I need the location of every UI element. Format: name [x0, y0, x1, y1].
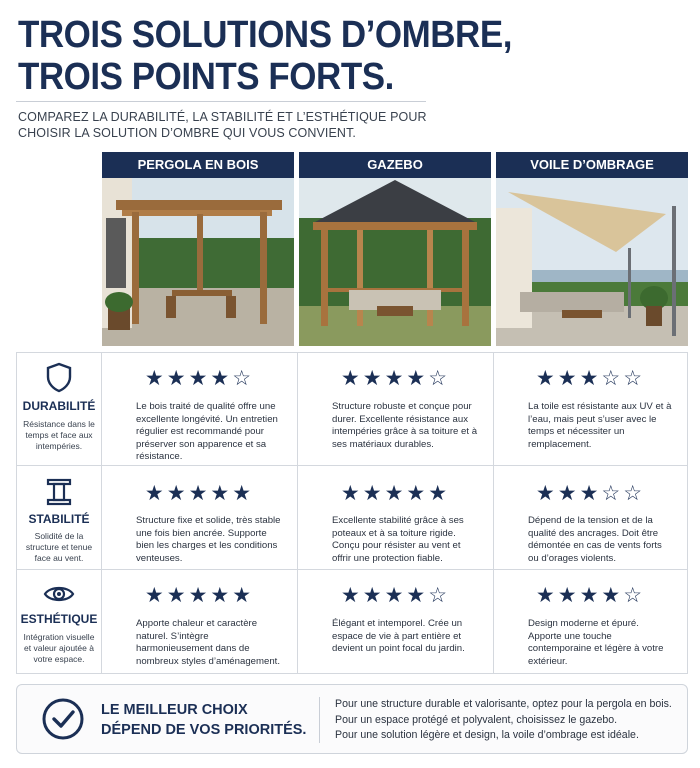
star-rating [102, 367, 297, 391]
recommendation-banner [16, 684, 688, 754]
rating-text: Dépend de la tension et de la qualité des ancrages. Doit être démontée en cas de vents forts ou d’orages violents. [528, 515, 662, 564]
star-filled-icon: ★ [188, 584, 211, 607]
star-empty-icon: ☆ [232, 367, 255, 390]
pillar-icon [43, 476, 75, 508]
star-filled-icon: ★ [362, 482, 385, 505]
star-filled-icon: ★ [210, 482, 233, 505]
banner-divider [319, 697, 320, 743]
rating-text: Élégant et intemporel. Crée un espace de vie à part entière et devient un point focal du jardin. [332, 618, 465, 654]
star-filled-icon: ★ [406, 367, 429, 390]
rating-cell [298, 466, 494, 570]
criteria-title: DURABILITÉ [22, 399, 96, 413]
star-filled-icon: ★ [362, 367, 385, 390]
criteria-label-durability [17, 353, 102, 465]
star-filled-icon: ★ [188, 482, 211, 505]
star-filled-icon: ★ [557, 584, 580, 607]
banner-recommendations [335, 697, 680, 744]
star-filled-icon: ★ [535, 482, 558, 505]
star-filled-icon: ★ [428, 482, 451, 505]
criteria-desc: Solidité de la structure et tenue face au vent. [25, 531, 93, 563]
star-filled-icon: ★ [406, 584, 429, 607]
rating-text: Excellente stabilité grâce à ses poteaux et à sa toiture rigide. Conçu pour résister au vent et offrir une protection fiable. [332, 515, 464, 564]
criteria-label-stability [17, 466, 102, 570]
star-filled-icon: ★ [579, 482, 602, 505]
shade-sail-photo [496, 178, 688, 346]
rating-cell [102, 570, 298, 674]
title-divider [16, 101, 426, 102]
recommendation-line: Pour une structure durable et valorisante, optez pour la pergola en bois. [335, 698, 672, 710]
star-filled-icon: ★ [232, 482, 255, 505]
star-filled-icon: ★ [166, 584, 189, 607]
comparison-grid [16, 352, 688, 674]
column-header-gazebo: GAZEBO [299, 152, 491, 178]
criteria-desc: Intégration visuelle et valeur ajoutée à votre espace. [23, 632, 95, 664]
column-header-pergola: PERGOLA EN BOIS [102, 152, 294, 178]
column-header-shade-sail: VOILE D’OMBRAGE [496, 152, 688, 178]
star-empty-icon: ☆ [428, 367, 451, 390]
star-filled-icon: ★ [166, 482, 189, 505]
star-empty-icon: ☆ [623, 584, 646, 607]
star-filled-icon: ★ [535, 367, 558, 390]
star-filled-icon: ★ [406, 482, 429, 505]
criteria-row-stability [17, 465, 687, 570]
criteria-title: STABILITÉ [28, 512, 90, 526]
rating-text: Le bois traité de qualité offre une excellente longévité. Un entretien régulier est recommandé pour préserver son apparence et sa résistance. [136, 401, 278, 462]
page-title: TROIS SOLUTIONS D’OMBRE, TROIS POINTS FORTS. [18, 14, 512, 98]
star-filled-icon: ★ [340, 367, 363, 390]
rating-cell [494, 570, 687, 674]
check-circle-icon [41, 697, 85, 741]
star-filled-icon: ★ [362, 584, 385, 607]
star-filled-icon: ★ [144, 367, 167, 390]
star-filled-icon: ★ [557, 367, 580, 390]
star-empty-icon: ☆ [428, 584, 451, 607]
rating-cell [102, 353, 298, 465]
star-filled-icon: ★ [188, 367, 211, 390]
star-filled-icon: ★ [384, 482, 407, 505]
star-filled-icon: ★ [601, 584, 624, 607]
star-empty-icon: ☆ [601, 482, 624, 505]
star-filled-icon: ★ [232, 584, 255, 607]
star-rating [298, 367, 493, 391]
star-filled-icon: ★ [210, 584, 233, 607]
rating-cell [494, 466, 687, 570]
rating-cell [494, 353, 687, 465]
rating-cell [298, 570, 494, 674]
criteria-row-aesthetics [17, 569, 687, 674]
star-empty-icon: ☆ [601, 367, 624, 390]
star-rating [298, 482, 493, 506]
star-rating [298, 584, 493, 608]
pergola-photo [102, 178, 294, 346]
star-filled-icon: ★ [557, 482, 580, 505]
criteria-desc: Résistance dans le temps et face aux intempéries. [23, 419, 95, 451]
shield-icon [43, 361, 75, 393]
banner-title: LE MEILLEUR CHOIX DÉPEND DE VOS PRIORITÉS. [101, 702, 307, 738]
gazebo-photo [299, 178, 491, 346]
star-filled-icon: ★ [384, 584, 407, 607]
eye-icon [43, 578, 75, 610]
rating-text: Design moderne et épuré. Apporte une touche contemporaine et légère à votre extérieur. [528, 618, 664, 667]
star-filled-icon: ★ [340, 584, 363, 607]
star-filled-icon: ★ [340, 482, 363, 505]
star-filled-icon: ★ [384, 367, 407, 390]
star-empty-icon: ☆ [623, 482, 646, 505]
rating-text: Apporte chaleur et caractère naturel. S’intègre harmonieusement dans de nombreux styles d’aménagement. [136, 618, 280, 667]
star-rating [494, 584, 687, 608]
rating-text: La toile est résistante aux UV et à l’eau, mais peut s’user avec le temps et nécessiter un remplacement. [528, 401, 672, 450]
star-filled-icon: ★ [144, 482, 167, 505]
page-subtitle: COMPAREZ LA DURABILITÉ, LA STABILITÉ ET L’ESTHÉTIQUE POUR CHOISIR LA SOLUTION D’OMBRE QUI VOUS CONVIENT. [18, 110, 427, 140]
star-empty-icon: ☆ [623, 367, 646, 390]
rating-text: Structure robuste et conçue pour durer. Excellente résistance aux intempéries grâce à sa toiture et à ses matériaux durables. [332, 401, 478, 450]
star-filled-icon: ★ [535, 584, 558, 607]
star-filled-icon: ★ [579, 584, 602, 607]
recommendation-line: Pour une solution légère et design, la voile d’ombrage est idéale. [335, 729, 639, 741]
criteria-label-aesthetics [17, 570, 102, 674]
criteria-title: ESTHÉTIQUE [20, 612, 98, 626]
rating-cell [298, 353, 494, 465]
star-filled-icon: ★ [144, 584, 167, 607]
rating-text: Structure fixe et solide, très stable une fois bien ancrée. Supporte bien les charges et les conditions venteuses. [136, 515, 281, 564]
criteria-row-durability [17, 353, 687, 465]
star-filled-icon: ★ [210, 367, 233, 390]
star-rating [102, 482, 297, 506]
star-rating [102, 584, 297, 608]
rating-cell [102, 466, 298, 570]
star-rating [494, 482, 687, 506]
star-filled-icon: ★ [579, 367, 602, 390]
star-filled-icon: ★ [166, 367, 189, 390]
recommendation-line: Pour un espace protégé et polyvalent, choisissez le gazebo. [335, 713, 618, 726]
star-rating [494, 367, 687, 391]
